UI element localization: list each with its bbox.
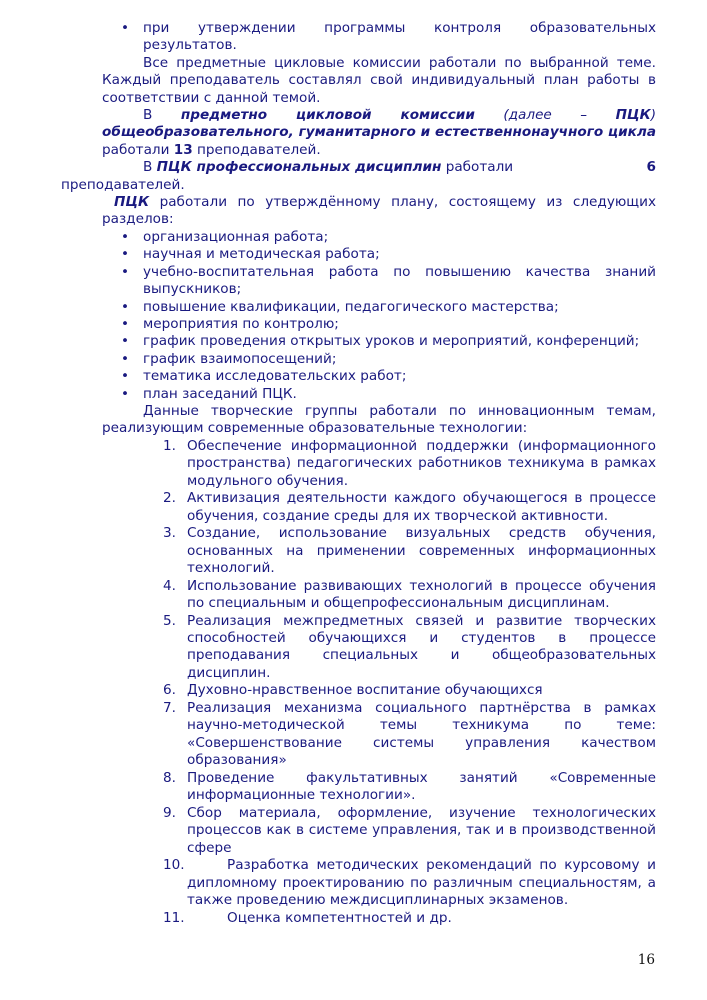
paragraph-plan: ПЦК работали по утверждённому плану, состоящему из следующих разделов: xyxy=(102,194,656,228)
topic-number: 7. xyxy=(163,699,176,716)
sections-list xyxy=(102,229,656,403)
topic-item xyxy=(102,910,656,927)
topic-item xyxy=(102,682,656,699)
topic-text: Духовно-нравственное воспитание обучающихся xyxy=(187,682,543,699)
topic-text: Разработка методических рекомендаций по курсовому и дипломному проектированию по различным специальностям, а также проведению междисциплинарных экзаменов. xyxy=(187,857,656,908)
topic-item xyxy=(102,613,656,683)
page-content xyxy=(61,20,656,927)
paragraph-professional-cycle: В ПЦК профессиональных дисциплин работали 6 преподавателей. xyxy=(61,159,656,193)
section-item: • тематика исследовательских работ; xyxy=(121,368,407,385)
topic-number: 11. xyxy=(163,909,185,926)
bullet-icon: • xyxy=(121,20,130,36)
section-item: • организационная работа; xyxy=(121,228,329,245)
bullet-icon: • xyxy=(121,263,130,280)
topic-text: Сбор материала, оформление, изучение технологических процессов как в системе управления, так и в производственной сфере xyxy=(187,804,656,856)
bullet-icon: • xyxy=(121,368,130,385)
topic-number: 10. xyxy=(163,857,185,874)
topic-number: 9. xyxy=(163,804,176,821)
section-item: • план заседаний ПЦК. xyxy=(121,385,297,402)
paragraph-creative-groups: Данные творческие группы работали по инновационным темам, реализующим современные образовательные технологии: xyxy=(102,402,656,437)
paragraph-general-cycle: В предметно цикловой комиссии (далее – ПЦК) общеобразовательного, гуманитарного и естественнонаучного цикла работали 13 преподавателей. xyxy=(102,107,656,158)
list-item: • при утверждении программы контроля образовательных результатов. xyxy=(121,20,656,54)
topic-number: 3. xyxy=(163,525,176,542)
section-item: • мероприятия по контролю; xyxy=(121,315,339,332)
topic-number: 2. xyxy=(163,490,176,507)
section-item: • учебно-воспитательная работа по повышению качества знаний выпускников; xyxy=(121,263,656,298)
bullet-icon: • xyxy=(121,228,130,245)
topic-item xyxy=(102,578,656,613)
topic-text: Оценка компетентностей и др. xyxy=(227,909,452,926)
topic-number: 4. xyxy=(163,577,176,594)
section-item: • график проведения открытых уроков и мероприятий, конференций; xyxy=(121,333,640,350)
page-number: 16 xyxy=(637,952,655,968)
topic-text: Обеспечение информационной поддержки (информационного пространства) педагогических работников техникума в рамках модульного обучения. xyxy=(187,437,656,489)
topic-number: 1. xyxy=(163,437,176,454)
topic-item xyxy=(102,700,656,770)
topic-number: 8. xyxy=(163,769,176,786)
topic-text: Активизация деятельности каждого обучающегося в процессе обучения, создание среды для их творческой активности. xyxy=(187,490,656,524)
topics-list xyxy=(102,438,656,927)
topic-text: Проведение факультативных занятий «Современные информационные технологии». xyxy=(187,769,656,804)
bullet-icon: • xyxy=(121,298,130,315)
bullet-icon: • xyxy=(121,246,130,263)
bullet-icon: • xyxy=(121,350,130,367)
topic-item xyxy=(102,857,656,909)
section-item: • повышение квалификации, педагогического мастерства; xyxy=(121,298,559,315)
topic-text: Реализация межпредметных связей и развитие творческих способностей обучающихся и студентов в процессе преподавания специальных и общеобразовательных дисциплин. xyxy=(187,612,656,681)
bullet-icon: • xyxy=(121,385,130,402)
topic-item xyxy=(102,805,656,857)
section-item: • научная и методическая работа; xyxy=(121,246,380,263)
topic-text: Реализация механизма социального партнёрства в рамках научно-методической темы техникума по теме: «Совершенствование системы управления качеством образования» xyxy=(187,699,656,769)
topic-item xyxy=(102,770,656,805)
topic-text: Использование развивающих технологий в процессе обучения по специальным и общепрофессиональным дисциплинам. xyxy=(187,577,656,611)
section-item: • график взаимопосещений; xyxy=(121,350,337,367)
topic-number: 6. xyxy=(163,682,176,699)
topic-text: Создание, использование визуальных средств обучения, основанных на применении современных информационных технологий. xyxy=(187,525,656,576)
topic-item xyxy=(102,438,656,490)
top-bullet-list xyxy=(102,20,656,55)
topic-item xyxy=(102,490,656,525)
topic-number: 5. xyxy=(163,612,176,629)
bullet-icon: • xyxy=(121,333,130,350)
paragraph-commissions: Все предметные цикловые комиссии работали по выбранной теме. Каждый преподаватель составлял свой индивидуальный план работы в соответствии с данной темой. xyxy=(102,54,656,106)
topic-item xyxy=(102,525,656,577)
bullet-icon: • xyxy=(121,315,130,332)
